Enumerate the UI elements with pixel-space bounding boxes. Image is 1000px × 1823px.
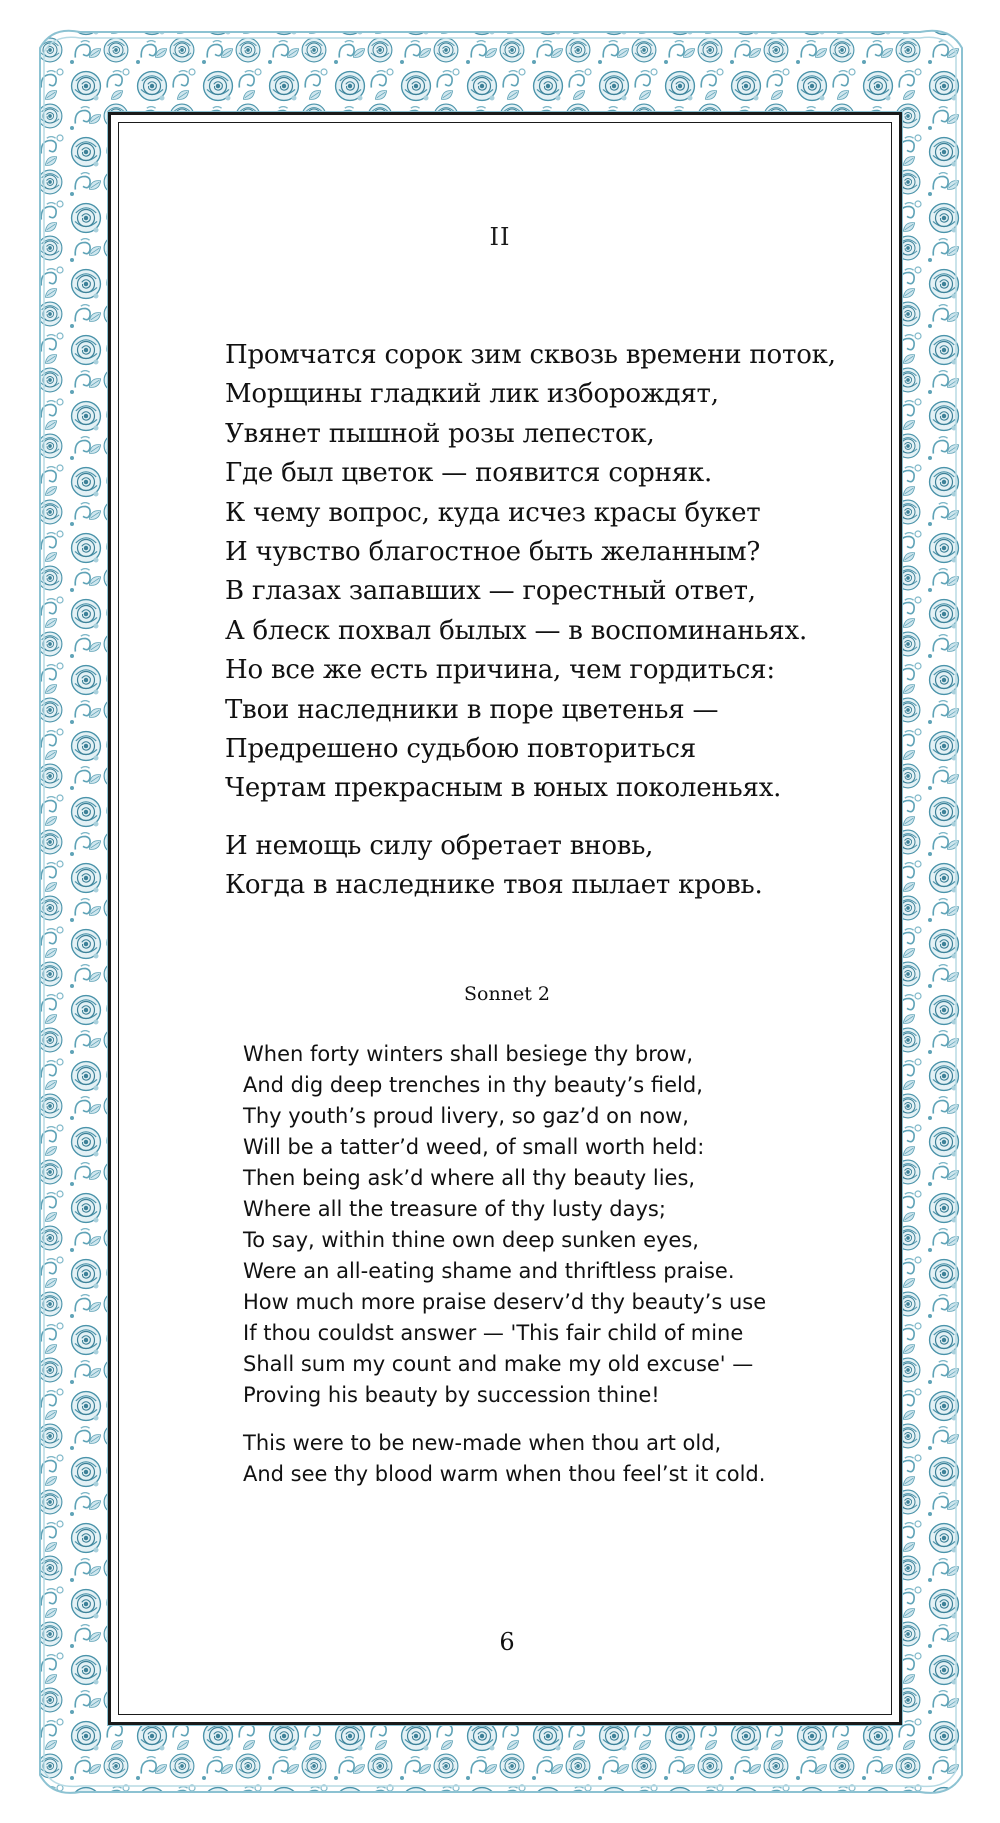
english-sonnet <box>243 1039 863 1490</box>
sonnet-line: Then being ask’d where all thy beauty lies, <box>243 1166 696 1190</box>
poem-line: Чертам прекрасным в юных поколеньях. <box>225 773 782 804</box>
sonnet-line: Thy youth’s proud livery, so gaz’d on now, <box>243 1104 689 1128</box>
poem-line: Но все же есть причина, чем гордиться: <box>225 655 775 686</box>
poem-line: К чему вопрос, куда исчез красы букет <box>225 497 761 528</box>
poem-line: А блеск похвал былых — в воспоминаньях. <box>225 615 808 646</box>
poem-line: Предрешено судьбою повториться <box>225 733 696 764</box>
poem-line: Промчатся сорок зим сквозь времени поток, <box>225 340 836 370</box>
poem-line: Увянет пышной розы лепесток, <box>225 418 655 449</box>
english-couplet <box>243 1428 863 1490</box>
sonnet-line: How much more praise deserv’d thy beauty’s use <box>243 1290 767 1314</box>
sonnet-line: And see thy blood warm when thou feel’st it cold. <box>243 1462 766 1486</box>
sonnet-line: Proving his beauty by succession thine! <box>243 1383 660 1407</box>
sonnet-line: Were an all-eating shame and thriftless praise. <box>243 1259 735 1283</box>
sonnet-line: And dig deep trenches in thy beauty’s field, <box>243 1073 703 1097</box>
poem-line: Морщины гладкий лик изборождят, <box>225 379 719 410</box>
section-numeral: II <box>489 223 511 251</box>
poem-line: Твои наследники в поре цветенья — <box>225 694 719 725</box>
sonnet-line: Where all the treasure of thy lusty days; <box>243 1197 666 1221</box>
sonnet-line: This were to be new-made when thou art old, <box>243 1431 722 1455</box>
sonnet-title: Sonnet 2 <box>464 983 550 1005</box>
poem-line: Когда в наследнике твоя пылает кровь. <box>225 870 763 901</box>
russian-poem <box>225 336 875 905</box>
sonnet-line: Will be a tatter’d weed, of small worth held: <box>243 1135 705 1159</box>
poem-line: Где был цветок — появится сорняк. <box>225 458 713 489</box>
page-number: 6 <box>499 1628 515 1656</box>
sonnet-line: To say, within thine own deep sunken eyes, <box>243 1228 699 1252</box>
poem-line: В глазах запавших — горестный ответ, <box>225 576 756 607</box>
poem-line: И немощь силу обретает вновь, <box>225 830 654 861</box>
poem-line: И чувство благостное быть желанным? <box>225 536 761 567</box>
sonnet-line: Shall sum my count and make my old excuse' — <box>243 1352 754 1376</box>
sonnet-line: If thou couldst answer — 'This fair child of mine <box>243 1321 744 1345</box>
russian-couplet <box>225 827 875 906</box>
sonnet-line: When forty winters shall besiege thy brow, <box>243 1042 694 1066</box>
